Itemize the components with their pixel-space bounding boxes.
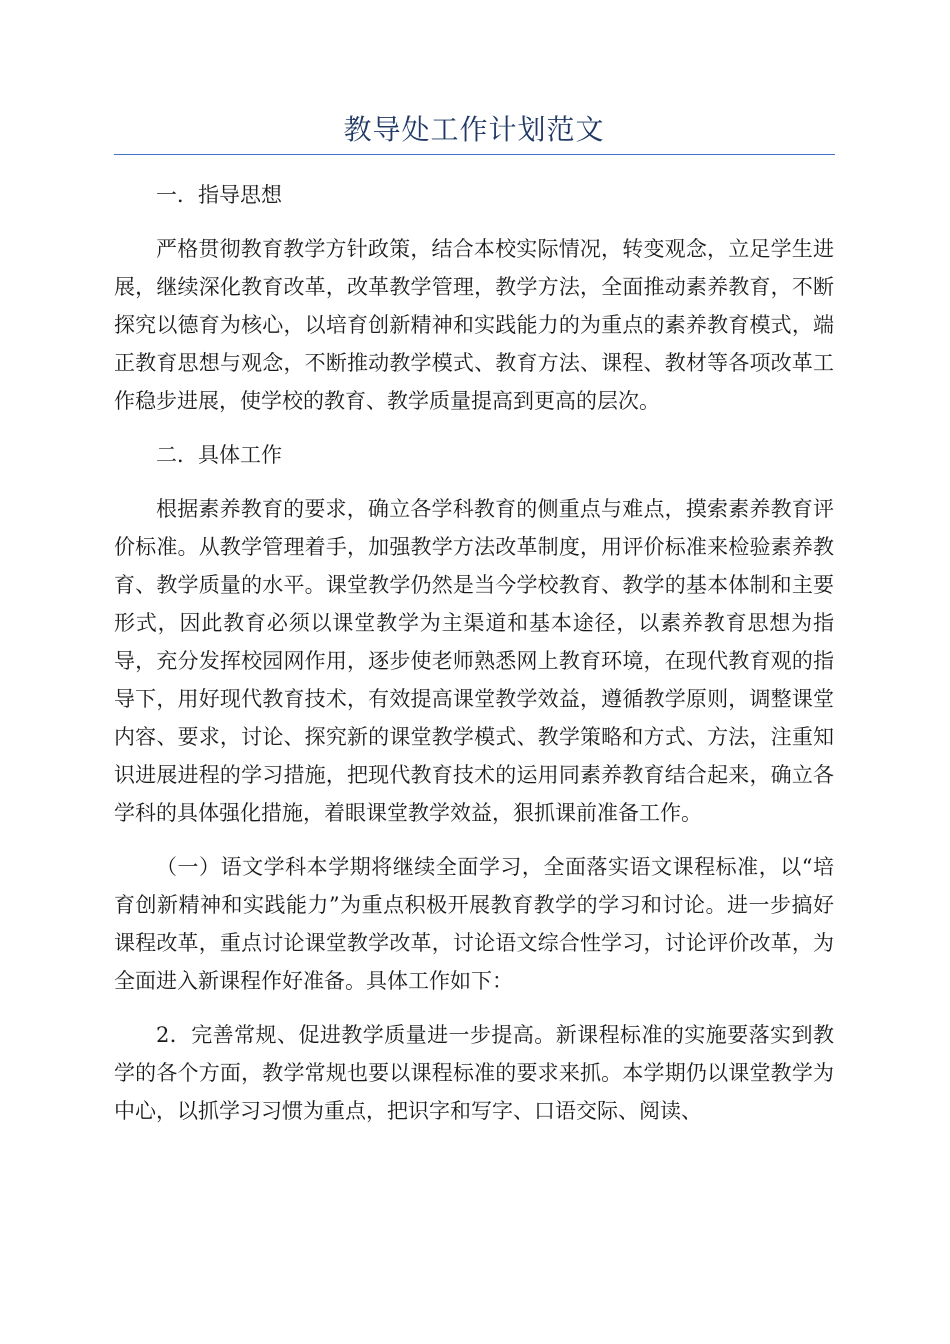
title-underline	[114, 154, 835, 155]
paragraph-chinese-subject: （一）语文学科本学期将继续全面学习，全面落实语文课程标准，以“培育创新精神和实践能力”为重点积极开展教育教学的学习和讨论。进一步搞好课程改革，重点讨论课堂教学改革，讨论语文综合性学习，讨论评价改革，为全面进入新课程作好准备。具体工作如下：	[114, 855, 834, 993]
paragraph-specific-work: 根据素养教育的要求，确立各学科教育的侧重点与难点，摸索素养教育评价标准。从教学管理着手，加强教学方法改革制度，用评价标准来检验素养教育、教学质量的水平。课堂教学仍然是当今学校教育、教学的基本体制和主要形式，因此教育必须以课堂教学为主渠道和基本途径，以素养教育思想为指导，充分发挥校园网作用，逐步使老师熟悉网上教育环境，在现代教育观的指导下，用好现代教育技术，有效提高课堂教学效益，遵循教学原则，调整课堂内容、要求，讨论、探究新的课堂教学模式、教学策略和方式、方法，注重知识进展进程的学习措施，把现代教育技术的运用同素养教育结合起来，确立各学科的具体强化措施，着眼课堂教学效益，狠抓课前准备工作。	[114, 497, 834, 825]
section-heading-specific-work: 二．具体工作	[156, 443, 282, 467]
paragraph-item-2: 2．完善常规、促进教学质量进一步提高。新课程标准的实施要落实到教学的各个方面，教学常规也要以课程标准的要求来抓。本学期仍以课堂教学为中心，以抓学习习惯为重点，把识字和写字、口语交际、阅读、	[114, 1023, 834, 1123]
document-title: 教导处工作计划范文	[343, 113, 605, 146]
section-heading-guiding-ideology: 一．指导思想	[156, 183, 282, 207]
paragraph-guiding-ideology: 严格贯彻教育教学方针政策，结合本校实际情况，转变观念，立足学生进展，继续深化教育改革，改革教学管理，教学方法，全面推动素养教育，不断探究以德育为核心，以培育创新精神和实践能力的为重点的素养教育模式，端正教育思想与观念，不断推动教学模式、教育方法、课程、教材等各项改革工作稳步进展，使学校的教育、教学质量提高到更高的层次。	[114, 237, 834, 413]
document-body	[114, 176, 834, 1146]
